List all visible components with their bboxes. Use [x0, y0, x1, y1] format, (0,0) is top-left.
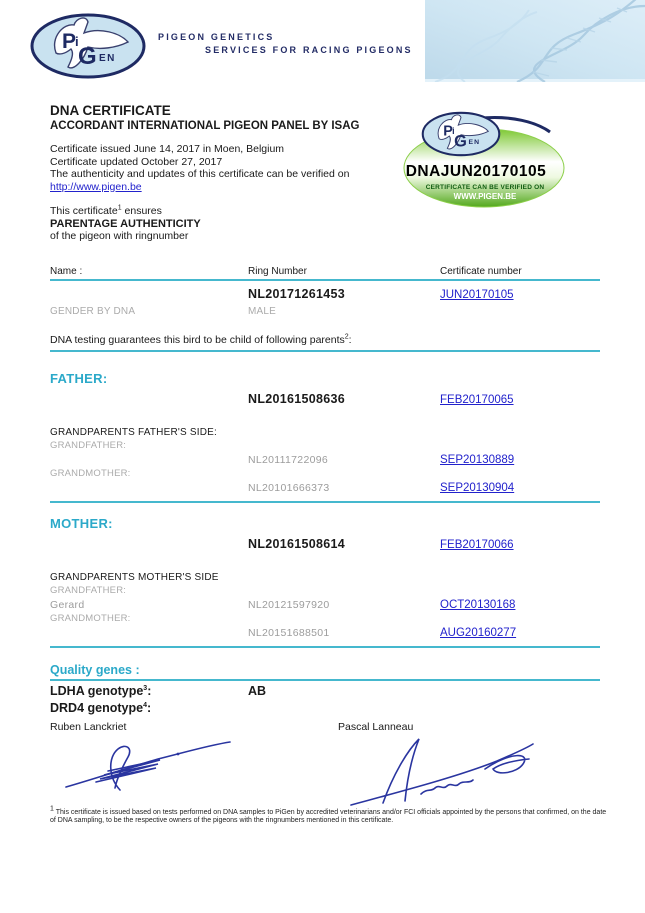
- father-section-divider: [50, 501, 600, 503]
- mother-grandmother-cert-link[interactable]: AUG20160277: [440, 626, 517, 639]
- ldha-pre: LDHA genotype: [50, 683, 144, 698]
- mother-heading: MOTHER:: [50, 515, 113, 531]
- mother-grandparents-heading: GRANDPARENTS MOTHER'S SIDE: [50, 571, 219, 583]
- pigen-logo: [28, 11, 148, 81]
- father-heading: FATHER:: [50, 370, 108, 386]
- drd4-label: [50, 701, 248, 715]
- mother-certificate-link[interactable]: FEB20170066: [440, 538, 514, 551]
- mother-grandfather-cert-link[interactable]: OCT20130168: [440, 598, 516, 611]
- mother-grandmother-row: [50, 624, 600, 639]
- ldha-row: [50, 681, 600, 698]
- father-grandfather-label: GRANDFATHER:: [50, 439, 127, 451]
- signature-zone: [50, 733, 600, 805]
- ring-column-label: Ring Number: [248, 265, 307, 277]
- footnote-sup: 1: [50, 805, 54, 813]
- gender-label: GENDER BY DNA: [50, 305, 136, 317]
- badge-site: WWW.PIGEN.BE: [453, 192, 517, 201]
- father-grandmother-ring: NL20101666373: [248, 481, 330, 494]
- signature-pascal: [345, 733, 540, 807]
- footnote-text: This certificate is issued based on tests performed on DNA samples to PiGen by accredited veterinarians and/or FCI officials appointed by the persons that confirmed, on the date of DNA sampling, to be the respective owners of the pigeons with the ringnumbers mentioned in this certificate.: [50, 808, 607, 824]
- ensures-sup: 1: [117, 204, 122, 212]
- mother-section-divider: [50, 646, 600, 648]
- mother-ring-row: [50, 531, 600, 553]
- drd4-row: [50, 698, 600, 715]
- page-subtitle: ACCORDANT INTERNATIONAL PIGEON PANEL BY ISAG: [50, 120, 360, 132]
- updated-line: Certificate updated October 27, 2017: [50, 155, 223, 168]
- issued-line: Certificate issued June 14, 2017 in Moen, Belgium: [50, 143, 285, 155]
- brand-line1: PIGEON GENETICS: [158, 32, 275, 42]
- signer-names-row: [50, 721, 600, 733]
- signature-ruben: [58, 735, 238, 799]
- father-certificate-link[interactable]: FEB20170065: [440, 393, 514, 406]
- pigen-url-link[interactable]: http://www.pigen.be: [50, 180, 142, 193]
- content: [0, 103, 645, 826]
- bird-gender-row: [50, 303, 600, 317]
- ensures-pre: This certificate: [50, 205, 118, 217]
- cert-column-label: Certificate number: [440, 265, 522, 277]
- father-grandfather-row: [50, 451, 600, 466]
- bird-ring-number: NL20171261453: [248, 286, 346, 301]
- father-grandfather-cert-link[interactable]: SEP20130889: [440, 453, 515, 466]
- father-ring-number: NL20161508636: [248, 391, 346, 406]
- ldha-label: [50, 684, 248, 698]
- father-grandmother-label: GRANDMOTHER:: [50, 467, 131, 479]
- guarantee-line: [50, 334, 600, 352]
- drd4-post: :: [146, 700, 152, 715]
- mother-grandfather-label: GRANDFATHER:: [50, 584, 127, 596]
- signer-right-name: Pascal Lanneau: [338, 720, 414, 733]
- father-ring-row: [50, 386, 600, 408]
- bird-certificate-link[interactable]: JUN20170105: [440, 288, 514, 301]
- drd4-pre: DRD4 genotype: [50, 700, 144, 715]
- intro-block: [50, 103, 415, 243]
- quality-genes-heading: Quality genes :: [50, 663, 600, 681]
- badge-pigen-logo: [420, 110, 502, 158]
- verify-line: The authenticity and updates of this certificate can be verified on: [50, 168, 350, 180]
- page-title: DNA CERTIFICATE: [50, 103, 171, 118]
- mother-grandfather-ring: NL20121597920: [248, 598, 330, 611]
- badge-code: DNAJUN20170105: [405, 163, 547, 180]
- guarantee-sup: 2: [344, 333, 349, 340]
- ldha-value: AB: [248, 683, 267, 698]
- ldha-sup: 3: [143, 684, 148, 692]
- brand-text: [158, 31, 413, 57]
- guarantee-post: :: [348, 333, 352, 346]
- table-header-row: [50, 266, 600, 281]
- ringnumber-line: of the pigeon with ringnumber: [50, 230, 189, 242]
- footnote: [50, 805, 612, 826]
- ensures-post: ensures: [121, 205, 162, 217]
- guarantee-pre: DNA testing guarantees this bird to be child of following parents: [50, 333, 345, 346]
- ensures-block: [50, 205, 415, 243]
- father-grandmother-row: [50, 479, 600, 494]
- father-grandmother-cert-link[interactable]: SEP20130904: [440, 481, 515, 494]
- signer-left-name: Ruben Lanckriet: [50, 720, 127, 733]
- mother-grandfather-name: Gerard: [50, 598, 85, 611]
- mother-grandfather-row: [50, 596, 600, 611]
- brand-line2: SERVICES FOR RACING PIGEONS: [205, 45, 413, 55]
- dna-helix-image: [425, 0, 645, 82]
- parentage-line: PARENTAGE AUTHENTICITY: [50, 217, 201, 230]
- bird-ring-row: [50, 281, 600, 303]
- verification-badge: [400, 106, 570, 208]
- ensures-line: [50, 205, 415, 218]
- name-column-label: Name :: [50, 265, 83, 277]
- header: [0, 0, 645, 82]
- badge-verify-line: CERTIFICATE CAN BE VERIFIED ON: [425, 184, 545, 191]
- father-grandfather-ring: NL20111722096: [248, 453, 328, 466]
- ldha-post: :: [147, 683, 152, 698]
- mother-grandmother-ring: NL20151688501: [248, 626, 330, 639]
- father-grandparents-heading: GRANDPARENTS FATHER'S SIDE:: [50, 426, 217, 438]
- drd4-sup: 4: [143, 701, 147, 709]
- issue-paragraph: [50, 143, 415, 193]
- mother-ring-number: NL20161508614: [248, 536, 346, 551]
- gender-value: MALE: [248, 305, 277, 317]
- mother-grandmother-label: GRANDMOTHER:: [50, 612, 131, 624]
